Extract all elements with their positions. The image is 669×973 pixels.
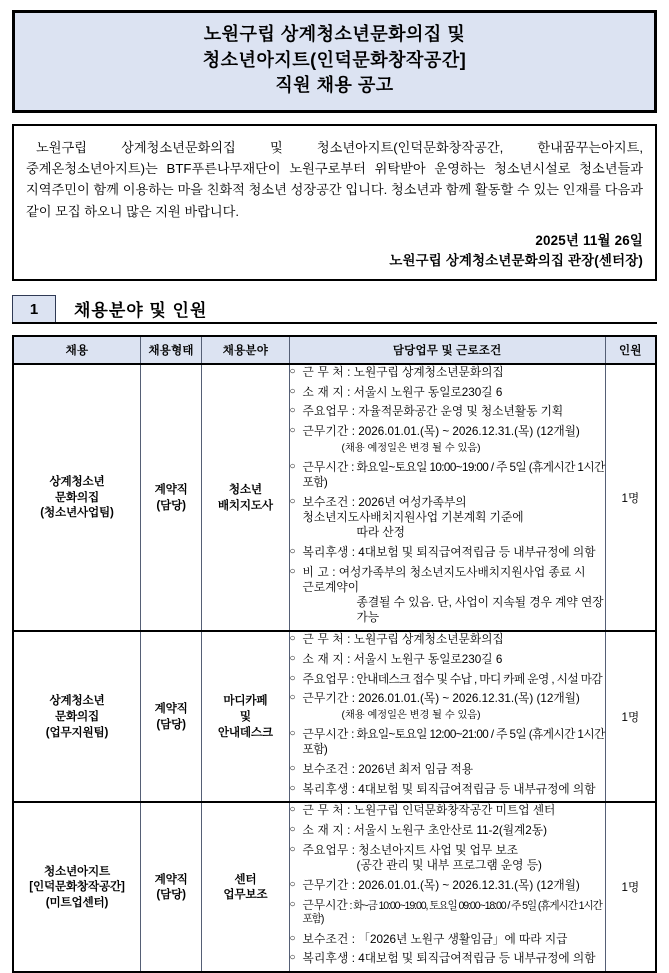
circle-bullet-icon: ○ [289,652,296,664]
cell-duties-conditions [289,802,605,971]
document-page [0,10,669,966]
recruit-line: 문화의집 [54,709,99,723]
circle-bullet-icon: ○ [289,565,296,577]
duty-value: 노원구립 상계청소년문화의집 [353,366,504,380]
col-header-type: 채용형태 [140,336,201,364]
duty-value: 청소년아지트 사업 및 업무 보조 [358,843,519,857]
col-header-field: 채용분야 [202,336,289,364]
circle-bullet-icon: ○ [289,932,296,944]
duty-item [290,691,605,706]
duty-item [290,565,605,626]
duty-text: 복리후생 : 4대보험 및 퇴직급여적립금 등 내부규정에 의함 [302,952,596,966]
duty-text: 복리후생 : 4대보험 및 퇴직급여적립금 등 내부규정에 의함 [302,782,596,796]
duty-item [290,951,605,966]
duty-text: 비 고 : 여성가족부의 청소년지도사배치지원사업 종료 시 근로계약이 종결될 수 있음. 단, 사업이 지속될 경우 계약 연장 가능 [302,565,604,625]
duty-text: 근 무 처 : 노원구립 상계청소년문화의집 [302,366,504,380]
table-row [13,364,656,631]
cell-recruit-org [13,364,140,631]
duty-item [290,385,605,400]
circle-bullet-icon: ○ [289,672,296,684]
duty-text: 근 무 처 : 노원구립 인덕문화창작공간 미트업 센터 [302,804,556,818]
circle-bullet-icon: ○ [289,824,296,836]
duty-text: 근무기간 : 2026.01.01.(목) ~ 2026.12.31.(목) (12개월) [302,425,580,439]
duty-item [290,762,605,777]
recruit-line: 상계청소년 [49,475,105,489]
introduction-paragraph: 노원구립 상계청소년문화의집 및 청소년아지트(인덕문화창작공간, 한내꿈꾸는아지트, 중계온청소년아지트)는 BTF푸른나무재단이 노원구로부터 위탁받아 운영하는 청소년시설로 청소년들과 지역주민이 함께 이용하는 마을 친화적 청소년 성장공간 입니다. 청소년과 함께 활동할 수 있는 인재를 다음과 같이 모집 하오니 많은 지원 바랍니다. [26,139,643,219]
col-header-recruit: 채용 [13,336,140,364]
duty-value: 화요일~토요일 10:00~19:00 / 주 5일 (휴게시간 1시간 포함) [302,461,605,490]
duty-value: 4대보험 및 퇴직급여적립금 등 내부규정에 의함 [358,546,596,560]
recruit-line: 상계청소년 [49,694,105,708]
duty-text: 근무기간 : 2026.01.01.(목) ~ 2026.12.31.(목) (12개월) [302,692,580,706]
duty-item [290,404,605,419]
cell-headcount: 1명 [605,364,656,631]
duty-item [290,782,605,797]
duty-item [290,823,605,838]
duty-label: 근 무 처 [302,366,344,380]
recruitment-table [12,335,657,973]
field-line: 청소년 [228,482,262,496]
duty-value: 서울시 노원구 초안산로 11-2(월계2동) [353,824,547,838]
duty-value: 노원구립 상계청소년문화의집 [353,633,504,647]
field-line: 센터 [234,872,257,886]
duty-label: 보수조건 [302,932,349,946]
cell-recruit-org [13,802,140,971]
duty-text: 근무시간 : 화요일~토요일 12:00~21:00 / 주 5일 (휴게시간 1시간 포함) [302,728,605,757]
circle-bullet-icon: ○ [289,952,296,964]
circle-bullet-icon: ○ [289,633,296,645]
cell-duties-conditions [289,364,605,631]
circle-bullet-icon: ○ [289,385,296,397]
type-line: (담당) [156,888,186,902]
duty-item [290,424,605,439]
duty-item [290,878,605,893]
duty-label: 복리후생 [302,546,349,560]
recruit-line: (미트업센터) [45,896,109,910]
field-line: 안내데스크 [217,725,273,739]
field-line: 및 [239,709,251,723]
duty-label: 주요업무 [302,405,349,419]
duty-item [290,545,605,560]
introduction-box [12,124,657,281]
title-line-1: 노원구립 상계청소년문화의집 및 [203,24,466,44]
recruit-line: 문화의집 [54,490,99,504]
duty-item [290,632,605,647]
duty-label: 소 재 지 [302,652,344,666]
duty-item [290,672,605,687]
circle-bullet-icon: ○ [289,898,296,910]
duty-label: 근무기간 [302,425,349,439]
duty-text: 주요업무 : 청소년아지트 사업 및 업무 보조 (공간 관리 및 내부 프로그램 운영 등) [303,843,605,873]
circle-bullet-icon: ○ [289,546,296,558]
table-body [13,364,656,972]
duty-continuation: 따라 산정 [356,526,405,540]
signature-block [26,231,643,270]
section-title: 채용분야 및 인원 [74,301,208,321]
col-header-duties: 담당업무 및 근로조건 [289,336,605,364]
duty-item [290,652,605,667]
duty-note: (채용 예정일은 변경 될 수 있음) [341,709,481,721]
duty-item [290,898,605,928]
duty-label: 근무기간 [302,878,349,892]
duty-item [290,843,605,873]
table-header-row [13,336,656,364]
circle-bullet-icon: ○ [289,366,296,378]
announcement-date: 2025년 11월 26일 [535,233,643,249]
recruit-line: (청소년사업팀) [40,506,114,520]
duty-value: 자율적문화공간 운영 및 청소년활동 기획 [358,405,564,419]
cell-headcount: 1명 [605,631,656,802]
cell-employment-type [140,802,201,971]
duty-label: 근무시간 [302,728,349,742]
circle-bullet-icon: ○ [289,804,296,816]
title-line-2: 청소년아지트(인덕문화창작공간] [202,49,467,70]
recruit-line: [인덕문화창작공간] [29,880,125,894]
field-line: 업무보조 [223,888,268,902]
duty-text: 보수조건 : 2026년 여성가족부의 청소년지도사배치지원사업 기본계획 기준에 따라 산정 [303,495,605,541]
duty-continuation: (공간 관리 및 내부 프로그램 운영 등) [356,859,542,873]
duty-text: 소 재 지 : 서울시 노원구 동일로230길 6 [302,385,503,399]
duty-text: 주요업무 : 안내데스크 접수 및 수납 , 마디 카페 운영 , 시설 마감 [302,672,603,686]
field-line: 배치지도사 [217,498,273,512]
circle-bullet-icon: ○ [289,843,296,855]
duty-item [290,727,605,757]
duty-item [290,932,605,947]
duty-value: 안내데스크 접수 및 수납 , 마디 카페 운영 , 시설 마감 [356,672,603,686]
signer-name: 노원구립 상계청소년문화의집 관장(센터장) [389,252,643,268]
announcement-title-box [12,10,657,113]
cell-recruit-field [202,802,289,971]
cell-recruit-field [202,364,289,631]
duty-text: 근무기간 : 2026.01.01.(목) ~ 2026.12.31.(목) (12개월) [302,878,580,892]
duty-value: 2026년 최저 임금 적용 [358,763,474,777]
duty-label: 비 고 [302,565,329,579]
duty-value: 「2026년 노원구 생활임금」에 따라 지급 [358,932,568,946]
duty-text: 복리후생 : 4대보험 및 퇴직급여적립금 등 내부규정에 의함 [302,546,596,560]
field-line: 마디카페 [223,694,268,708]
title-line-3: 직원 채용 공고 [275,75,394,96]
duty-value: 4대보험 및 퇴직급여적립금 등 내부규정에 의함 [358,952,596,966]
cell-employment-type [140,631,201,802]
recruit-line: 청소년아지트 [43,864,110,878]
circle-bullet-icon: ○ [289,692,296,704]
cell-recruit-field [202,631,289,802]
duty-item [290,460,605,490]
duty-label: 보수조건 [302,495,349,509]
duty-text: 보수조건 : 2026년 최저 임금 적용 [302,763,474,777]
cell-employment-type [140,364,201,631]
recruit-line: (업무지원팀) [45,725,109,739]
duty-value: 노원구립 인덕문화창작공간 미트업 센터 [353,804,556,818]
duty-label: 근무기간 [302,692,349,706]
duty-text: 소 재 지 : 서울시 노원구 동일로230길 6 [302,652,503,666]
duty-value: 2026.01.01.(목) ~ 2026.12.31.(목) (12개월) [358,425,580,439]
type-line: (담당) [156,717,186,731]
duty-label: 근무시간 [302,898,348,912]
duty-text: 근무시간 : 화요일~토요일 10:00~19:00 / 주 5일 (휴게시간 1시간 포함) [302,461,605,490]
duty-list [290,365,605,626]
duty-value: 2026.01.01.(목) ~ 2026.12.31.(목) (12개월) [358,692,580,706]
circle-bullet-icon: ○ [289,763,296,775]
table-row [13,802,656,971]
duty-value: 화~금 10:00~19:00, 토요일 09:00~18:00 / 주 5일 (휴게시간 1시간 포함) [302,899,602,926]
section-number: 1 [12,295,56,322]
circle-bullet-icon: ○ [289,405,296,417]
table-header [13,336,656,364]
duty-list [290,632,605,797]
cell-recruit-org [13,631,140,802]
duty-value: 서울시 노원구 동일로230길 6 [353,385,503,399]
duty-text: 근무시간 : 화~금 10:00~19:00, 토요일 09:00~18:00 / 주 5일 (휴게시간 1시간 포함) [302,898,602,926]
cell-duties-conditions [289,631,605,802]
duty-label: 근 무 처 [302,804,344,818]
duty-label: 소 재 지 [302,824,344,838]
type-line: 계약직 [154,702,188,716]
circle-bullet-icon: ○ [289,782,296,794]
type-line: 계약직 [154,482,188,496]
duty-value: 4대보험 및 퇴직급여적립금 등 내부규정에 의함 [358,782,596,796]
duty-text: 소 재 지 : 서울시 노원구 초안산로 11-2(월계2동) [302,824,547,838]
duty-label: 주요업무 [302,843,349,857]
type-line: (담당) [156,498,186,512]
duty-value: 서울시 노원구 동일로230길 6 [353,652,503,666]
duty-value: 화요일~토요일 12:00~21:00 / 주 5일 (휴게시간 1시간 포함) [302,728,605,757]
circle-bullet-icon: ○ [289,461,296,473]
circle-bullet-icon: ○ [289,728,296,740]
duty-item [290,365,605,380]
section-heading [12,295,657,324]
duty-text: 근 무 처 : 노원구립 상계청소년문화의집 [302,633,504,647]
duty-label: 근무시간 [302,461,349,475]
duty-value: 여성가족부의 청소년지도사배치지원사업 종료 시 근로계약이 [302,565,586,594]
col-header-count: 인원 [605,336,656,364]
duty-note: (채용 예정일은 변경 될 수 있음) [341,442,481,454]
duty-item [290,495,605,541]
type-line: 계약직 [154,872,188,886]
duty-value: 2026.01.01.(목) ~ 2026.12.31.(목) (12개월) [358,878,580,892]
duty-item [290,803,605,818]
table-row [13,631,656,802]
duty-label: 보수조건 [302,763,349,777]
duty-label: 복리후생 [302,952,349,966]
circle-bullet-icon: ○ [289,425,296,437]
cell-headcount: 1명 [605,802,656,971]
duty-continuation: 종결될 수 있음. 단, 사업이 지속될 경우 계약 연장 가능 [356,596,604,625]
duty-label: 근 무 처 [302,633,344,647]
duty-label: 소 재 지 [302,385,344,399]
duty-label: 주요업무 [302,672,349,686]
duty-text: 주요업무 : 자율적문화공간 운영 및 청소년활동 기획 [302,405,564,419]
circle-bullet-icon: ○ [289,878,296,890]
duty-text: 보수조건 : 「2026년 노원구 생활임금」에 따라 지급 [302,932,568,946]
duty-list [290,803,605,966]
duty-value: 2026년 여성가족부의 청소년지도사배치지원사업 기본계획 기준에 [302,495,524,525]
duty-label: 복리후생 [302,782,349,796]
circle-bullet-icon: ○ [289,495,296,507]
